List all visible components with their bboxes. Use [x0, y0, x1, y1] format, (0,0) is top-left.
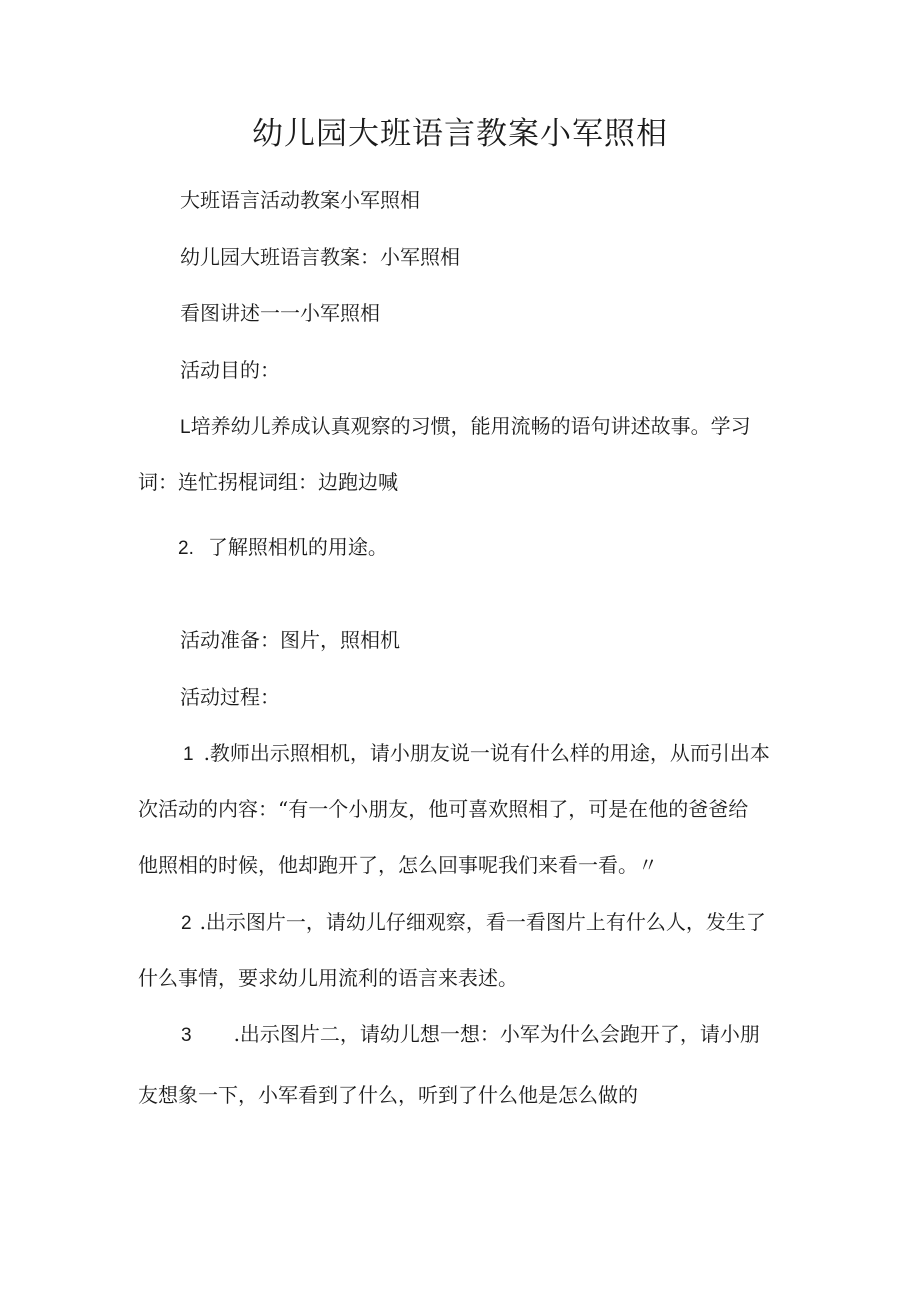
list-marker: 2.: [178, 538, 194, 559]
paragraph-line: 词：连忙拐棍词组：边跑边喊: [138, 470, 398, 494]
paragraph-line: [180, 412, 751, 442]
paragraph-line: [181, 908, 766, 938]
paragraph-text: 培养幼儿养成认真观察的习惯，能用流畅的语句讲述故事。学习: [190, 414, 751, 438]
paragraph-text: 了解照相机的用途。: [207, 535, 388, 559]
section-heading: 活动目的：: [180, 358, 280, 382]
subtitle-line: 看图讲述一一小军照相: [180, 301, 380, 325]
paragraph-line: 次活动的内容：“有一个小朋友，他可喜欢照相了，可是在他的爸爸给: [138, 797, 749, 821]
paragraph-text: .教师出示照相机，请小朋友说一说有什么样的用途，从而引出本: [203, 741, 770, 765]
list-marker: 1: [183, 744, 194, 765]
section-heading: 活动准备：图片，照相机: [180, 628, 400, 652]
paragraph-line: [183, 739, 770, 769]
list-marker: 2: [181, 913, 192, 934]
paragraph-line: 他照相的时候，他却跑开了，怎么回事呢我们来看一看。〃: [138, 853, 658, 877]
paragraph-line: 友想象一下，小军看到了什么，听到了什么他是怎么做的: [138, 1083, 638, 1107]
subtitle-line: 幼儿园大班语言教案：小军照相: [180, 245, 460, 269]
paragraph-text: .出示图片一，请幼儿仔细观察，看一看图片上有什么人，发生了: [199, 910, 766, 934]
list-marker: 3: [181, 1025, 192, 1046]
subtitle-line: 大班语言活动教案小军照相: [180, 188, 420, 212]
paragraph-line: [178, 533, 388, 563]
paragraph-line: [181, 1020, 760, 1050]
document-title: 幼儿园大班语言教案小军照相: [252, 116, 668, 152]
paragraph-text: .出示图片二，请幼儿想一想：小军为什么会跑开了，请小朋: [233, 1022, 760, 1046]
section-heading: 活动过程：: [180, 685, 280, 709]
list-marker: L: [180, 417, 191, 438]
paragraph-line: 什么事情，要求幼儿用流利的语言来表述。: [138, 966, 518, 990]
